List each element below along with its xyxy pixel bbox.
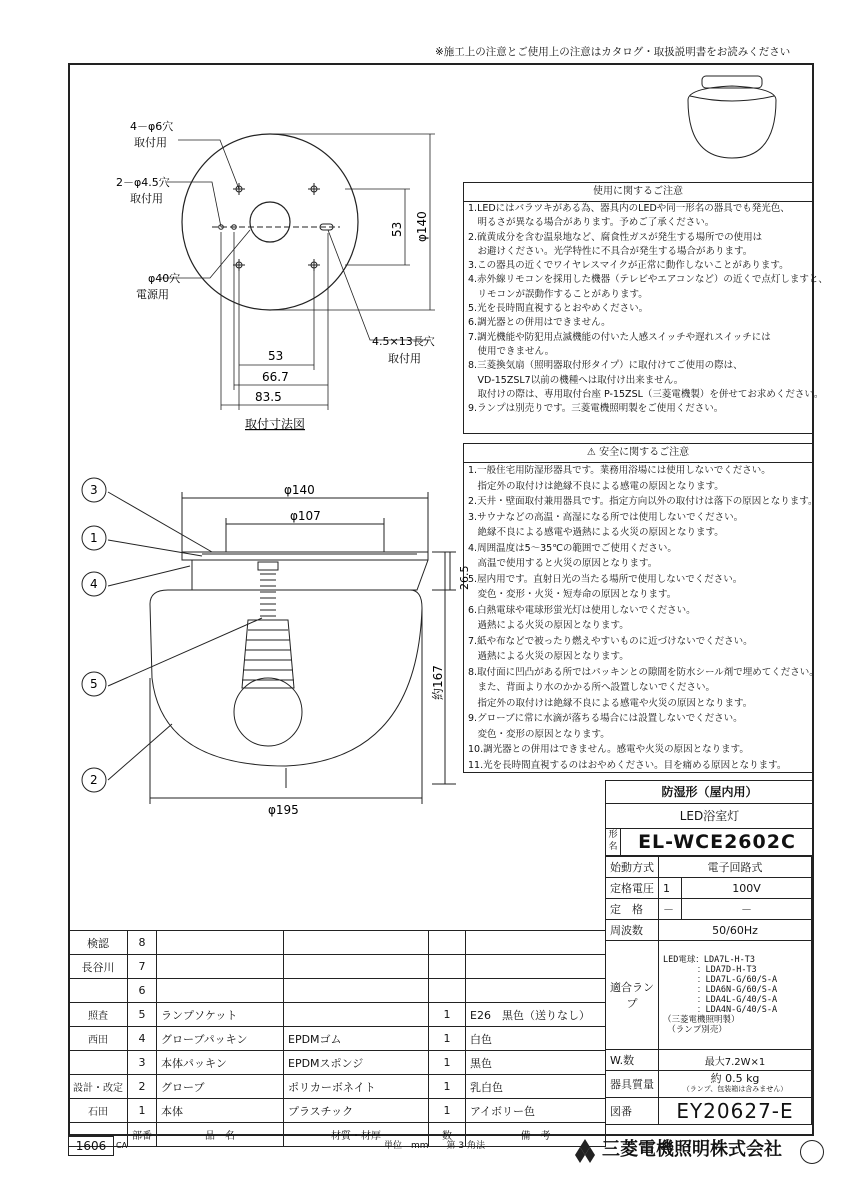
usage-note-line: 明るさが異なる場合があります。予めご了承ください。 xyxy=(468,217,715,229)
usage-notes-title: 使用に関するご注意 xyxy=(464,183,812,202)
dim-83-5: 83.5 xyxy=(255,390,282,404)
safety-note-line: 8.取付面に凹凸がある所ではパッキンとの隙間を防水シール剤で埋めてください。 xyxy=(468,666,819,678)
callout-3: 3 xyxy=(90,483,98,497)
callout-2: 2 xyxy=(90,773,98,787)
part-name-cell xyxy=(157,931,284,955)
sign-cell: 長谷川 xyxy=(69,955,128,979)
safety-note-line: 6.白熱電球や電球形蛍光灯は使用しないでください。 xyxy=(468,604,696,616)
safety-note-line: また、背面より水のかかる所へ設置しないでください。 xyxy=(468,682,716,693)
remarks-cell: 黒色 xyxy=(466,1051,606,1075)
usage-note-line: 9.ランプは別売りです。三菱電機照明製をご使用ください。 xyxy=(468,403,724,415)
part-name-cell xyxy=(157,955,284,979)
start-value: 電子回路式 xyxy=(659,857,812,878)
table-row xyxy=(69,979,606,1003)
drawing-number: EY20627-E xyxy=(659,1098,812,1125)
safety-note-line: 変色・変形の原因となります。 xyxy=(468,728,610,740)
material-cell xyxy=(284,1003,429,1027)
spec-block xyxy=(605,780,814,1136)
remarks-cell: E26 黒色（送りなし） xyxy=(466,1003,606,1027)
qty-cell: 1 xyxy=(429,1003,466,1027)
rating-a: － xyxy=(659,899,682,920)
dim-140-top: φ140 xyxy=(284,483,315,497)
stamp-suffix: CA xyxy=(116,1141,128,1150)
drawing-label: 図番 xyxy=(606,1098,659,1125)
mount-caption: 取付寸法図 xyxy=(245,417,306,431)
header-note: ※施工上の注意とご使用上の注意はカタログ・取扱説明書をお読みください xyxy=(435,46,791,58)
usage-note-line: 4.赤外線リモコンを採用した機器（テレビやエアコンなど）の近くで点灯しますと、 xyxy=(468,274,828,286)
usage-note-line: お避けください。光学特性に不具合が発生する場合があります。 xyxy=(468,245,753,257)
column-header: 品 名 xyxy=(157,1123,284,1147)
sign-cell xyxy=(69,1051,128,1075)
model-label: 形名 xyxy=(606,829,621,855)
approval-circle xyxy=(800,1140,824,1164)
watt-value: 最大7.2W×1 xyxy=(659,1050,812,1071)
qty-cell: 1 xyxy=(429,1027,466,1051)
remarks-cell: 乳白色 xyxy=(466,1075,606,1099)
remarks-cell: アイボリー色 xyxy=(466,1099,606,1123)
qty-cell: 1 xyxy=(429,1099,466,1123)
voltage-count: 1 xyxy=(659,878,682,899)
column-header: 材質・材厚 xyxy=(284,1123,429,1147)
part-number-cell: 7 xyxy=(128,955,157,979)
column-header: 数 xyxy=(429,1123,466,1147)
material-cell xyxy=(284,931,429,955)
safety-note-line: 過熱による火災の原因となります。 xyxy=(468,620,629,631)
freq-value: 50/60Hz xyxy=(659,920,812,941)
mount-base-outline xyxy=(182,134,358,310)
material-cell: EPDMゴム xyxy=(284,1027,429,1051)
units-projection: 単位 mm 第 3 角法 xyxy=(384,1141,485,1151)
dim-53-horizontal: 53 xyxy=(268,349,284,363)
safety-note-line: 変色・変形・火災・短寿命の原因となります。 xyxy=(468,589,677,600)
fixture-thumbnail xyxy=(678,70,788,165)
qty-cell xyxy=(429,955,466,979)
remarks-cell xyxy=(466,955,606,979)
dim-107: φ107 xyxy=(290,509,321,523)
watt-label: W.数 xyxy=(606,1050,659,1071)
dim-26-5: 26.5 xyxy=(458,565,471,590)
remarks-cell xyxy=(466,979,606,1003)
slot-use: 取付用 xyxy=(388,352,421,365)
usage-note-line: 1.LEDにはバラツキがある為、器具内のLEDや同一形名の器具でも発光色、 xyxy=(468,203,790,214)
safety-note-line: 高温で使用すると火災の原因となります。 xyxy=(468,558,658,569)
lamp-label: 適合ランプ xyxy=(606,941,659,1050)
voltage-label: 定格電圧 xyxy=(606,878,659,899)
material-cell: EPDMスポンジ xyxy=(284,1051,429,1075)
safety-note-line: 11.光を長時間直視するのはおやめください。目を痛める原因となります。 xyxy=(468,759,787,771)
qty-cell xyxy=(429,979,466,1003)
usage-note-line: 5.光を長時間直視するとおやめください。 xyxy=(468,303,649,315)
usage-notes-box xyxy=(463,182,828,434)
mount-dimension-drawing xyxy=(100,100,460,440)
usage-note-line: リモコンが誤動作することがあります。 xyxy=(468,288,648,300)
usage-note-line: 取付けの際は、専用取付台座 P-15ZSL（三菱電機製）を併せてお求めください。 xyxy=(468,388,824,400)
warning-icon: ⚠ xyxy=(586,447,600,458)
part-number-cell: 2 xyxy=(128,1075,157,1099)
table-row xyxy=(69,1003,606,1027)
voltage-value: 100V xyxy=(682,878,812,899)
callout-5: 5 xyxy=(90,677,98,691)
part-name-cell: グローブ xyxy=(157,1075,284,1099)
holes2-use: 取付用 xyxy=(130,192,163,205)
safety-notes-title-text: 安全に関するご注意 xyxy=(599,447,690,458)
material-cell: ポリカーボネイト xyxy=(284,1075,429,1099)
safety-note-line: 指定外の取付けは絶縁不良による感電や火災の原因となります。 xyxy=(468,697,753,709)
safety-note-line: 9.グローブに常に水滴が落ちる場合には設置しないでください。 xyxy=(468,713,743,724)
weight-value: 約 0.5 kg xyxy=(710,1072,760,1085)
usage-note-line: 6.調光器との併用はできません。 xyxy=(468,317,611,329)
safety-notes-box xyxy=(463,443,819,773)
safety-note-line: 指定外の取付けは絶縁不良による感電の原因となります。 xyxy=(468,480,724,492)
remarks-cell: 白色 xyxy=(466,1027,606,1051)
usage-note-line: 8.三菱換気扇（照明器取付形タイプ）に取付けてご使用の際は、 xyxy=(468,360,743,372)
safety-note-line: 10.調光器との併用はできません。感電や火災の原因となります。 xyxy=(468,744,749,755)
safety-note-line: 絶縁不良による感電や過熱による火災の原因となります。 xyxy=(468,527,724,538)
spec-category: 防湿形（屋内用） xyxy=(606,781,813,804)
column-header: 部番 xyxy=(128,1123,157,1147)
part-name-cell: グローブパッキン xyxy=(157,1027,284,1051)
qty-cell xyxy=(429,931,466,955)
part-number-cell: 6 xyxy=(128,979,157,1003)
safety-note-line: 4.周囲温度は5～35℃の範囲でご使用ください。 xyxy=(468,542,677,554)
safety-note-line: 5.屋内用です。直射日光の当たる場所で使用しないでください。 xyxy=(468,573,743,585)
part-number-cell: 5 xyxy=(128,1003,157,1027)
part-name-cell: 本体パッキン xyxy=(157,1051,284,1075)
rating-b: － xyxy=(682,899,812,920)
part-number-cell: 3 xyxy=(128,1051,157,1075)
parts-table xyxy=(68,930,606,1147)
sign-cell: 西田 xyxy=(69,1027,128,1051)
spec-product-name: LED浴室灯 xyxy=(606,804,813,829)
safety-notes-title xyxy=(464,444,812,463)
power-hole xyxy=(250,202,290,242)
company-logo-icon xyxy=(572,1138,598,1164)
holes4-label: 4－φ6穴 xyxy=(130,120,174,133)
usage-note-line: 7.調光機能や防犯用点滅機能の付いた人感スイッチや遅れスイッチには xyxy=(468,331,771,343)
usage-note-line: 使用できません。 xyxy=(468,345,555,357)
sign-cell: 石田 xyxy=(69,1099,128,1123)
rating-label: 定 格 xyxy=(606,899,659,920)
safety-note-line: 3.サウナなどの高温・高湿になる所では使用しないでください。 xyxy=(468,511,744,523)
part-number-cell: 4 xyxy=(128,1027,157,1051)
table-header-row xyxy=(69,1123,606,1147)
sign-cell: 検認 xyxy=(69,931,128,955)
safety-notes-list xyxy=(464,463,819,773)
dim-53-vertical: 53 xyxy=(390,221,404,237)
holes2-label: 2－φ4.5穴 xyxy=(116,176,170,189)
dim-195: φ195 xyxy=(268,803,299,817)
sign-cell: 照査 xyxy=(69,1003,128,1027)
dim-140-vertical: φ140 xyxy=(415,211,429,242)
sign-cell xyxy=(69,979,128,1003)
model-number: EL-WCE2602C xyxy=(638,831,796,853)
material-cell xyxy=(284,979,429,1003)
holes4-use: 取付用 xyxy=(134,136,167,149)
callout-4: 4 xyxy=(90,577,98,591)
freq-label: 周波数 xyxy=(606,920,659,941)
part-number-cell: 8 xyxy=(128,931,157,955)
table-row xyxy=(69,1099,606,1123)
safety-note-line: 1.一般住宅用防湿形器具です。業務用浴場には使用しないでください。 xyxy=(468,465,771,476)
center-hole-use: 電源用 xyxy=(136,288,169,301)
usage-notes-list xyxy=(464,202,828,416)
sign-cell: 設計・改定 xyxy=(69,1075,128,1099)
part-name-cell: 本体 xyxy=(157,1099,284,1123)
lamp-list: LED電球：LDA7L-H-T3 ：LDA7D-H-T3 ：LDA7L-G/60/S-A ：LDA6N-G/60/S-A ：LDA4L-G/40/S-A ：LDA4N-G/40/S-A （三菱電機照明製） （ランプ別売） xyxy=(663,955,778,1035)
part-number-cell: 1 xyxy=(128,1099,157,1123)
dim-66-7: 66.7 xyxy=(262,370,289,384)
weight-label: 器具質量 xyxy=(606,1071,659,1098)
usage-note-line: VD-15ZSL7以前の機種へは取付け出来ません。 xyxy=(468,374,684,386)
usage-note-line: 3.この器具の近くでワイヤレスマイクが正常に動作しないことがあります。 xyxy=(468,260,789,272)
table-row xyxy=(69,955,606,979)
table-row xyxy=(69,1051,606,1075)
qty-cell: 1 xyxy=(429,1075,466,1099)
stamp-box: 1606 xyxy=(68,1136,114,1156)
start-label: 始動方式 xyxy=(606,857,659,878)
table-row xyxy=(69,1075,606,1099)
company-name: 三菱電機照明株式会社 xyxy=(602,1139,782,1160)
column-header: 備 考 xyxy=(466,1123,606,1147)
table-row xyxy=(69,931,606,955)
weight-note: （ランプ、包装箱は含みません） xyxy=(682,1085,788,1093)
safety-note-line: 2.天井・壁面取付兼用器具です。指定方向以外の取付けは落下の原因となります。 xyxy=(468,496,818,507)
material-cell: プラスチック xyxy=(284,1099,429,1123)
material-cell xyxy=(284,955,429,979)
usage-note-line: 2.硫黄成分を含む温泉地など、腐食性ガスが発生する場所での使用は xyxy=(468,231,763,243)
product-section-drawing xyxy=(72,478,471,818)
table-row xyxy=(69,1027,606,1051)
slot-label: 4.5×13長穴 xyxy=(372,335,435,348)
part-name-cell xyxy=(157,979,284,1003)
safety-note-line: 7.紙や布などで被ったり燃えやすいものに近づけないでください。 xyxy=(468,635,753,647)
dim-167: 約167 xyxy=(431,665,445,700)
part-name-cell: ランプソケット xyxy=(157,1003,284,1027)
callout-1: 1 xyxy=(90,531,98,545)
remarks-cell xyxy=(466,931,606,955)
center-hole-label: φ40穴 xyxy=(148,272,181,285)
qty-cell: 1 xyxy=(429,1051,466,1075)
safety-note-line: 過熱による火災の原因となります。 xyxy=(468,651,629,662)
